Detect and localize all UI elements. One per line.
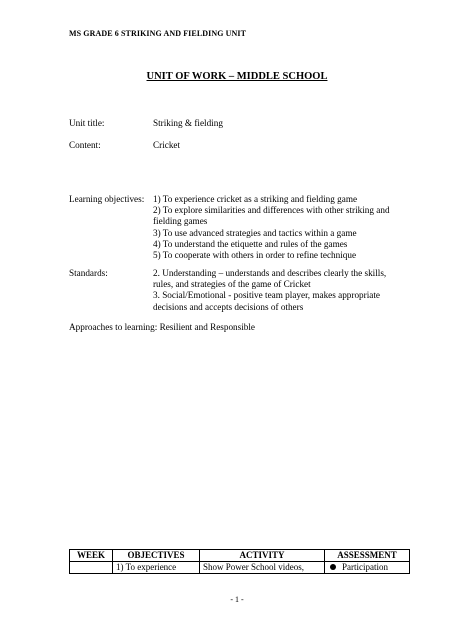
week-cell <box>70 562 113 574</box>
objective-line: 4) To understand the etiquette and rules of the games <box>153 238 348 249</box>
column-header-objectives: OBJECTIVES <box>113 550 200 562</box>
page-header: MS GRADE 6 STRIKING AND FIELDING UNIT <box>69 29 247 38</box>
unit-title-value: Striking & fielding <box>153 118 223 128</box>
objective-line: 5) To cooperate with others in order to refine technique <box>153 250 357 261</box>
approaches-to-learning: Approaches to learning: Resilient and Responsible <box>69 322 256 332</box>
page-number: - 1 - <box>230 595 244 604</box>
activity-cell: Show Power School videos, <box>200 562 325 574</box>
unit-title-label: Unit title: <box>69 118 105 128</box>
assessment-cell <box>325 562 410 574</box>
standard-line: 3. Social/Emotional - positive team player, makes appropriate <box>153 290 380 301</box>
standard-line: rules, and strategies of the game of Cricket <box>153 279 311 290</box>
content-label: Content: <box>69 140 101 150</box>
standards-list <box>153 268 413 313</box>
assessment-text: Participation <box>342 562 388 572</box>
column-header-assessment: ASSESSMENT <box>325 550 410 562</box>
learning-objectives-label: Learning objectives: <box>69 194 145 204</box>
objective-line: 2) To explore similarities and differences with other striking and <box>153 205 390 216</box>
learning-objectives-list <box>153 194 413 261</box>
column-header-week: WEEK <box>70 550 113 562</box>
table-row <box>70 562 410 574</box>
document-title: UNIT OF WORK – MIDDLE SCHOOL <box>146 71 328 82</box>
objective-line: fielding games <box>153 216 208 227</box>
objective-line: 1) To experience cricket as a striking and fielding game <box>153 194 358 204</box>
objective-line: 3) To use advanced strategies and tactics within a game <box>153 227 357 238</box>
bullet-icon <box>330 564 336 570</box>
table-header-row <box>70 550 410 562</box>
content-value: Cricket <box>153 140 181 150</box>
standards-label: Standards: <box>69 268 108 278</box>
standard-line: decisions and accepts decisions of others <box>153 301 304 312</box>
objectives-cell: 1) To experience <box>113 562 200 574</box>
schedule-table <box>69 549 410 574</box>
column-header-activity: ACTIVITY <box>200 550 325 562</box>
standard-line: 2. Understanding – understands and describes clearly the skills, <box>153 268 387 278</box>
